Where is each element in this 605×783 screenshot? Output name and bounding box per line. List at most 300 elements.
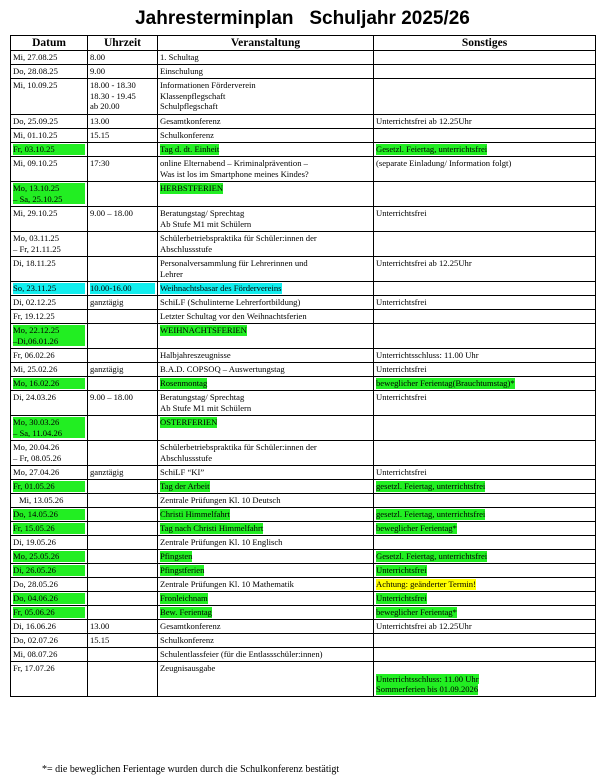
table-row (11, 564, 596, 578)
cell-datum (11, 79, 88, 115)
cell-veranstaltung (158, 282, 374, 296)
sonstiges-line: Unterrichtsfrei (376, 364, 427, 374)
veranstaltung-line: Tag nach Christi Himmelfahrt (160, 523, 264, 533)
cell-veranstaltung (158, 620, 374, 634)
cell-veranstaltung (158, 648, 374, 662)
cell-veranstaltung (158, 564, 374, 578)
cell-veranstaltung (158, 157, 374, 182)
cell-sonstiges (374, 606, 596, 620)
table-row (11, 662, 596, 697)
veranstaltung-line: Lehrer (160, 268, 183, 279)
datum-line: Fr, 19.12.25 (13, 311, 55, 321)
veranstaltung-line: Halbjahreszeugnisse (160, 350, 231, 360)
cell-sonstiges (374, 620, 596, 634)
veranstaltung-line: SchiLF “KI” (160, 467, 205, 477)
datum-line: Fr, 01.05.26 (13, 481, 85, 492)
cell-datum (11, 391, 88, 416)
datum-line: Fr, 03.10.25 (13, 144, 85, 155)
veranstaltung-line: Gesamtkonferenz (160, 116, 221, 126)
cell-datum (11, 157, 88, 182)
veranstaltung-line: B.A.D. COPSOQ – Auswertungstag (160, 364, 285, 374)
datum-line: Di, 02.12.25 (13, 297, 56, 307)
uhrzeit-line: 13.00 (90, 621, 110, 631)
veranstaltung-line: Einschulung (160, 66, 203, 76)
uhrzeit-line: 18.00 - 18.30 (90, 80, 136, 90)
cell-datum (11, 282, 88, 296)
datum-line: Fr, 05.06.26 (13, 607, 85, 618)
cell-sonstiges (374, 51, 596, 65)
cell-sonstiges (374, 377, 596, 391)
cell-datum (11, 349, 88, 363)
cell-sonstiges (374, 157, 596, 182)
cell-datum (11, 662, 88, 697)
cell-uhrzeit (88, 51, 158, 65)
cell-uhrzeit (88, 129, 158, 143)
cell-datum (11, 51, 88, 65)
cell-uhrzeit (88, 494, 158, 508)
cell-sonstiges (374, 207, 596, 232)
cell-datum (11, 480, 88, 494)
cell-uhrzeit (88, 550, 158, 564)
table-row (11, 391, 596, 416)
cell-uhrzeit (88, 578, 158, 592)
cell-sonstiges (374, 564, 596, 578)
uhrzeit-line: 9.00 (90, 66, 106, 76)
veranstaltung-line: Zentrale Prüfungen Kl. 10 Mathematik (160, 579, 294, 589)
table-row (11, 324, 596, 349)
cell-uhrzeit (88, 207, 158, 232)
cell-datum (11, 115, 88, 129)
table-row (11, 508, 596, 522)
veranstaltung-line: Personalversammlung für Lehrerinnen und (160, 258, 308, 268)
veranstaltung-line: Ab Stufe M1 mit Schülern (160, 402, 252, 413)
datum-line: So, 23.11.25 (13, 283, 85, 294)
cell-uhrzeit (88, 391, 158, 416)
datum-line: Do, 28.08.25 (13, 66, 58, 76)
cell-datum (11, 578, 88, 592)
table-row (11, 207, 596, 232)
cell-veranstaltung (158, 349, 374, 363)
cell-datum (11, 564, 88, 578)
table-row (11, 480, 596, 494)
datum-line: Fr, 06.02.26 (13, 350, 55, 360)
sonstiges-line: Unterrichtsschluss: 11.00 Uhr (376, 673, 479, 684)
datum-line: Do, 14.05.26 (13, 509, 85, 520)
cell-veranstaltung (158, 310, 374, 324)
cell-datum (11, 324, 88, 349)
cell-uhrzeit (88, 480, 158, 494)
cell-uhrzeit (88, 143, 158, 157)
cell-sonstiges (374, 648, 596, 662)
cell-uhrzeit (88, 349, 158, 363)
cell-datum (11, 606, 88, 620)
veranstaltung-line: Zeugnisausgabe (160, 663, 216, 673)
cell-sonstiges (374, 282, 596, 296)
table-row (11, 51, 596, 65)
table-row (11, 157, 596, 182)
cell-sonstiges (374, 115, 596, 129)
cell-sonstiges (374, 480, 596, 494)
cell-uhrzeit (88, 536, 158, 550)
cell-sonstiges (374, 578, 596, 592)
schedule-table (10, 35, 596, 697)
sonstiges-line: gesetzl. Feiertag, unterrichtsfrei (376, 481, 486, 491)
table-row (11, 648, 596, 662)
sonstiges-line: Unterrichtsfrei (376, 593, 427, 603)
veranstaltung-line: Beratungstag/ Sprechtag (160, 392, 245, 402)
table-row (11, 143, 596, 157)
veranstaltung-line: OSTERFERIEN (160, 417, 218, 427)
cell-uhrzeit (88, 634, 158, 648)
uhrzeit-line: 15.15 (90, 635, 110, 645)
cell-datum (11, 441, 88, 466)
header-uhrzeit: Uhrzeit (88, 36, 158, 51)
cell-uhrzeit (88, 115, 158, 129)
cell-veranstaltung (158, 522, 374, 536)
table-row (11, 296, 596, 310)
cell-datum (11, 232, 88, 257)
cell-veranstaltung (158, 494, 374, 508)
datum-line: Mo, 30.03.26 (13, 417, 85, 428)
table-row (11, 377, 596, 391)
cell-veranstaltung (158, 182, 374, 207)
veranstaltung-line: Schulpflegschaft (160, 101, 218, 111)
cell-sonstiges (374, 182, 596, 207)
sonstiges-line: Unterrichtsfrei ab 12.25Uhr (376, 116, 472, 126)
cell-veranstaltung (158, 232, 374, 257)
cell-veranstaltung (158, 550, 374, 564)
cell-sonstiges (374, 324, 596, 349)
table-row (11, 606, 596, 620)
cell-veranstaltung (158, 441, 374, 466)
sonstiges-line: Unterrichtsfrei (376, 467, 427, 477)
datum-line: Mo, 13.10.25 (13, 183, 85, 194)
cell-veranstaltung (158, 65, 374, 79)
header-sonstiges: Sonstiges (374, 36, 596, 51)
cell-sonstiges (374, 391, 596, 416)
cell-sonstiges (374, 592, 596, 606)
table-row (11, 182, 596, 207)
cell-uhrzeit (88, 508, 158, 522)
cell-veranstaltung (158, 536, 374, 550)
datum-line: – Sa, 25.10.25 (13, 194, 85, 205)
cell-veranstaltung (158, 391, 374, 416)
table-row (11, 79, 596, 115)
cell-datum (11, 310, 88, 324)
cell-uhrzeit (88, 662, 158, 697)
cell-uhrzeit (88, 157, 158, 182)
uhrzeit-line: ganztägig (90, 297, 124, 307)
table-row (11, 578, 596, 592)
cell-sonstiges (374, 349, 596, 363)
cell-veranstaltung (158, 296, 374, 310)
veranstaltung-line: Abschlussstufe (160, 243, 213, 254)
sonstiges-line: (separate Einladung/ Information folgt) (376, 158, 512, 168)
cell-uhrzeit (88, 466, 158, 480)
cell-datum (11, 182, 88, 207)
uhrzeit-line: 8.00 (90, 52, 106, 62)
cell-sonstiges (374, 508, 596, 522)
sonstiges-line: Unterrichtsfrei ab 12.25Uhr (376, 621, 472, 631)
veranstaltung-line: Ab Stufe M1 mit Schülern (160, 218, 252, 229)
table-row (11, 310, 596, 324)
cell-sonstiges (374, 296, 596, 310)
veranstaltung-line: Pfingsten (160, 551, 193, 561)
cell-sonstiges (374, 494, 596, 508)
uhrzeit-line: 18.30 - 19.45 (90, 90, 136, 101)
datum-line: – Sa, 11.04.26 (13, 428, 85, 439)
table-row (11, 634, 596, 648)
uhrzeit-line: 9.00 – 18.00 (90, 208, 133, 218)
cell-veranstaltung (158, 508, 374, 522)
datum-line: Fr, 15.05.26 (13, 523, 85, 534)
veranstaltung-line: Zentrale Prüfungen Kl. 10 Deutsch (160, 495, 281, 505)
veranstaltung-line: Schulentlassfeier (für die Entlassschüler:innen) (160, 649, 323, 659)
cell-veranstaltung (158, 115, 374, 129)
sonstiges-line: Unterrichtsfrei (376, 297, 427, 307)
veranstaltung-line: SchiLF (Schulinterne Lehrerfortbildung) (160, 297, 301, 307)
veranstaltung-line: Informationen Förderverein (160, 80, 256, 90)
cell-datum (11, 296, 88, 310)
datum-line: – Fr, 08.05.26 (13, 452, 62, 463)
table-row (11, 522, 596, 536)
header-veranstaltung: Veranstaltung (158, 36, 374, 51)
table-row (11, 257, 596, 282)
table-header-row (11, 36, 596, 51)
cell-datum (11, 363, 88, 377)
veranstaltung-line: Christi Himmelfahrt (160, 509, 230, 519)
table-row (11, 349, 596, 363)
sonstiges-line: Unterrichtsfrei (376, 392, 427, 402)
cell-datum (11, 620, 88, 634)
datum-line: Mo, 16.02.26 (13, 378, 85, 389)
datum-line: Mi, 27.08.25 (13, 52, 58, 62)
cell-uhrzeit (88, 441, 158, 466)
table-row (11, 550, 596, 564)
uhrzeit-line: 15.15 (90, 130, 110, 140)
veranstaltung-line: Tag der Arbeit (160, 481, 210, 491)
cell-veranstaltung (158, 257, 374, 282)
cell-uhrzeit (88, 310, 158, 324)
sonstiges-line: Unterrichtsfrei ab 12.25Uhr (376, 258, 472, 268)
cell-uhrzeit (88, 648, 158, 662)
sonstiges-line: Achtung: geänderter Termin! (376, 579, 476, 589)
veranstaltung-line: 1. Schultag (160, 52, 199, 62)
table-row (11, 592, 596, 606)
table-row (11, 441, 596, 466)
veranstaltung-line: Was ist los im Smartphone meines Kindes? (160, 168, 309, 179)
cell-veranstaltung (158, 324, 374, 349)
datum-line: Mi, 29.10.25 (13, 208, 58, 218)
veranstaltung-line: Fronleichnam (160, 593, 208, 603)
datum-line: Mi, 01.10.25 (13, 130, 58, 140)
veranstaltung-line: Tag d. dt. Einheit (160, 144, 220, 154)
cell-sonstiges (374, 634, 596, 648)
veranstaltung-line: Schulkonferenz (160, 635, 214, 645)
cell-sonstiges (374, 662, 596, 697)
sonstiges-line: Gesetzl. Feiertag, unterrichtsfrei (376, 144, 488, 154)
cell-sonstiges (374, 232, 596, 257)
table-row (11, 494, 596, 508)
cell-veranstaltung (158, 592, 374, 606)
cell-uhrzeit (88, 232, 158, 257)
veranstaltung-line: Bew. Ferientag (160, 607, 212, 617)
cell-sonstiges (374, 416, 596, 441)
cell-datum (11, 522, 88, 536)
veranstaltung-line: Rosenmontag (160, 378, 208, 388)
sonstiges-line: beweglicher Ferientag* (376, 523, 457, 533)
datum-line: Mo, 25.05.26 (13, 551, 85, 562)
veranstaltung-line: Beratungstag/ Sprechtag (160, 208, 245, 218)
datum-line: Fr, 17.07.26 (13, 663, 55, 673)
cell-sonstiges (374, 466, 596, 480)
datum-line: Do, 25.09.25 (13, 116, 58, 126)
cell-datum (11, 416, 88, 441)
sonstiges-line: beweglicher Ferientag* (376, 607, 457, 617)
table-row (11, 115, 596, 129)
datum-line: Di, 24.03.26 (13, 392, 56, 402)
cell-datum (11, 466, 88, 480)
cell-sonstiges (374, 310, 596, 324)
cell-uhrzeit (88, 377, 158, 391)
cell-veranstaltung (158, 129, 374, 143)
uhrzeit-line: 13.00 (90, 116, 110, 126)
cell-datum (11, 592, 88, 606)
cell-sonstiges (374, 143, 596, 157)
cell-uhrzeit (88, 65, 158, 79)
veranstaltung-line: Klassenpflegschaft (160, 90, 226, 101)
veranstaltung-line: online Elternabend – Kriminalprävention – (160, 158, 308, 168)
cell-uhrzeit (88, 620, 158, 634)
cell-sonstiges (374, 441, 596, 466)
cell-veranstaltung (158, 634, 374, 648)
veranstaltung-line: Abschlussstufe (160, 452, 213, 463)
datum-line: Di, 16.06.26 (13, 621, 56, 631)
veranstaltung-line: Schülerbetriebspraktika für Schüler:innen der (160, 233, 317, 243)
table-row (11, 363, 596, 377)
cell-uhrzeit (88, 257, 158, 282)
cell-veranstaltung (158, 416, 374, 441)
veranstaltung-line: Gesamtkonferenz (160, 621, 221, 631)
cell-veranstaltung (158, 578, 374, 592)
cell-sonstiges (374, 257, 596, 282)
datum-line: – Fr, 21.11.25 (13, 243, 61, 254)
veranstaltung-line: Zentrale Prüfungen Kl. 10 Englisch (160, 537, 283, 547)
cell-sonstiges (374, 65, 596, 79)
cell-uhrzeit (88, 416, 158, 441)
datum-line: Di, 19.05.26 (13, 537, 56, 547)
cell-veranstaltung (158, 363, 374, 377)
cell-uhrzeit (88, 282, 158, 296)
veranstaltung-line: Weihnachtsbasar des Fördervereins (160, 283, 282, 293)
cell-sonstiges (374, 550, 596, 564)
cell-veranstaltung (158, 662, 374, 697)
cell-uhrzeit (88, 592, 158, 606)
datum-line: –Di,06.01.26 (13, 336, 85, 347)
sonstiges-line: Sommerferien bis 01.09.2026 (376, 684, 479, 694)
datum-line: Do, 28.05.26 (13, 579, 58, 589)
veranstaltung-line: HERBSTFERIEN (160, 183, 224, 193)
cell-datum (11, 536, 88, 550)
cell-veranstaltung (158, 207, 374, 232)
datum-line: Mo, 20.04.26 (13, 442, 60, 452)
cell-datum (11, 494, 88, 508)
cell-sonstiges (374, 129, 596, 143)
cell-veranstaltung (158, 466, 374, 480)
cell-datum (11, 129, 88, 143)
table-row (11, 129, 596, 143)
veranstaltung-line: Letzter Schultag vor den Weihnachtsferien (160, 311, 307, 321)
cell-datum (11, 377, 88, 391)
cell-datum (11, 648, 88, 662)
cell-uhrzeit (88, 324, 158, 349)
datum-line: Di, 26.05.26 (13, 565, 85, 576)
header-datum: Datum (11, 36, 88, 51)
uhrzeit-line: ganztägig (90, 364, 124, 374)
uhrzeit-line: 9.00 – 18.00 (90, 392, 133, 402)
page-title: Jahresterminplan Schuljahr 2025/26 (135, 8, 470, 29)
sonstiges-line: Unterrichtsfrei (376, 208, 427, 218)
sonstiges-line: gesetzl. Feiertag, unterrichtsfrei (376, 509, 486, 519)
cell-uhrzeit (88, 522, 158, 536)
cell-sonstiges (374, 522, 596, 536)
cell-datum (11, 143, 88, 157)
datum-line: Mo, 22.12.25 (13, 325, 85, 336)
veranstaltung-line: Schulkonferenz (160, 130, 214, 140)
datum-line: Mi, 09.10.25 (13, 158, 58, 168)
table-row (11, 466, 596, 480)
cell-veranstaltung (158, 143, 374, 157)
datum-line: Mi, 13.05.26 (19, 495, 64, 505)
veranstaltung-line: Pfingstferien (160, 565, 205, 575)
datum-line: Do, 02.07.26 (13, 635, 58, 645)
cell-datum (11, 550, 88, 564)
uhrzeit-line: ganztägig (90, 467, 124, 477)
datum-line: Mi, 08.07.26 (13, 649, 58, 659)
sonstiges-line (376, 663, 593, 674)
uhrzeit-line: ab 20.00 (90, 101, 120, 111)
cell-sonstiges (374, 363, 596, 377)
cell-uhrzeit (88, 296, 158, 310)
cell-datum (11, 257, 88, 282)
datum-line: Mo, 03.11.25 (13, 233, 59, 243)
cell-veranstaltung (158, 377, 374, 391)
footnote: *= die beweglichen Ferientage wurden durch die Schulkonferenz bestätigt (42, 764, 340, 775)
cell-sonstiges (374, 79, 596, 115)
sonstiges-line: Gesetzl. Feiertag, unterrichtsfrei (376, 551, 488, 561)
table-row (11, 232, 596, 257)
cell-veranstaltung (158, 51, 374, 65)
cell-uhrzeit (88, 564, 158, 578)
table-row (11, 620, 596, 634)
cell-uhrzeit (88, 182, 158, 207)
cell-datum (11, 207, 88, 232)
datum-line: Do, 04.06.26 (13, 593, 85, 604)
datum-line: Di, 18.11.25 (13, 258, 56, 268)
cell-datum (11, 634, 88, 648)
sonstiges-line: Unterrichtsschluss: 11.00 Uhr (376, 350, 479, 360)
cell-datum (11, 65, 88, 79)
cell-sonstiges (374, 536, 596, 550)
datum-line: Mi, 25.02.26 (13, 364, 58, 374)
table-body (11, 51, 596, 697)
uhrzeit-line: 17:30 (90, 158, 110, 168)
table-row (11, 416, 596, 441)
uhrzeit-line: 10.00-16.00 (90, 283, 155, 294)
table-row (11, 282, 596, 296)
cell-veranstaltung (158, 79, 374, 115)
sonstiges-line: beweglicher Ferientag(Brauchtumstag)* (376, 378, 515, 388)
